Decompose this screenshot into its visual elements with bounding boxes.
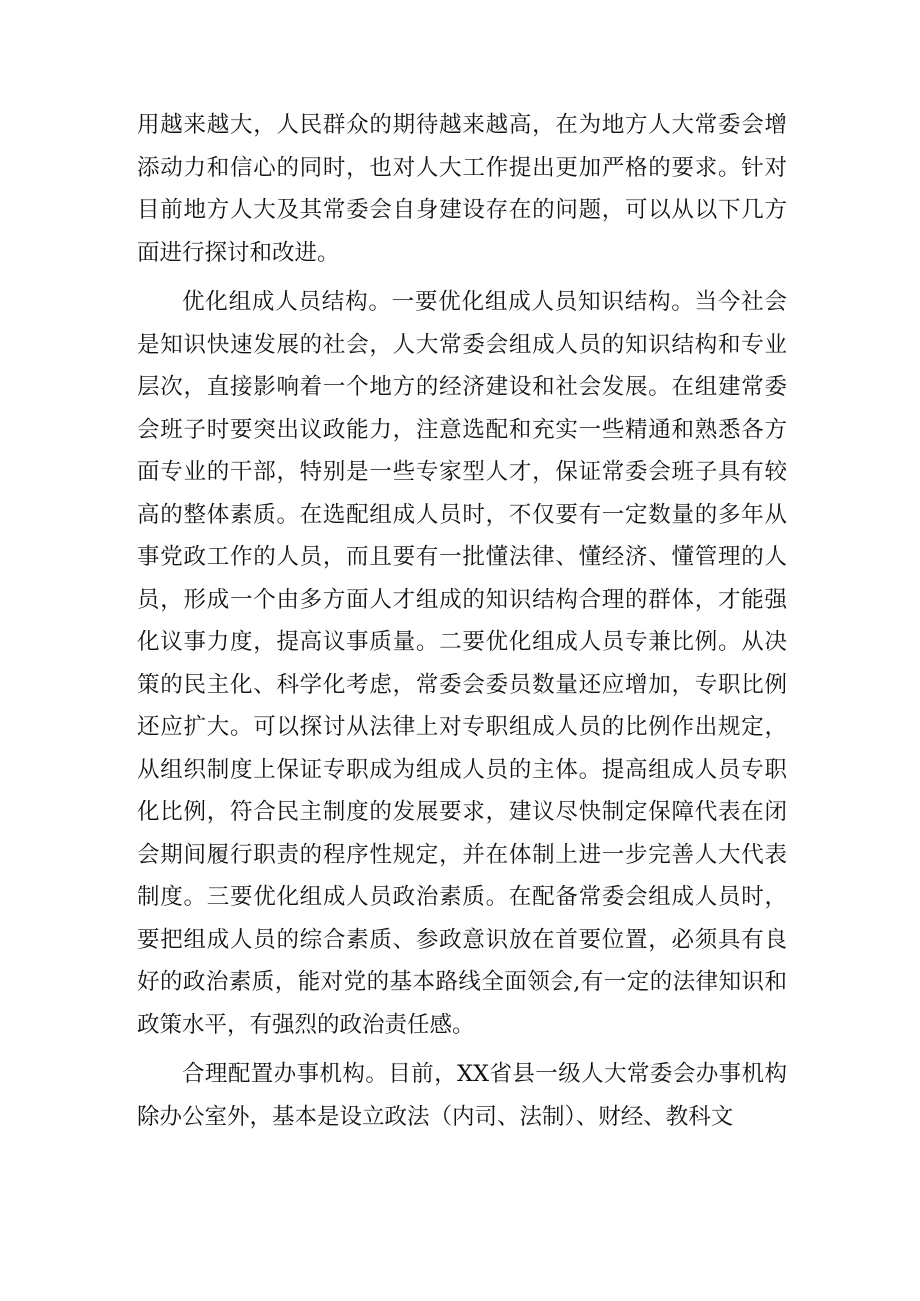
body-paragraph-office-allocation: 合理配置办事机构。目前，XX省县一级人大常委会办事机构除办公室外，基本是设立政法（内司、法制）、财经、教科文 [137, 1061, 787, 1130]
body-paragraph-staff-structure: 优化组成人员结构。一要优化组成人员知识结构。当今社会是知识快速发展的社会，人大常委会组成人员的知识结构和专业层次，直接影响着一个地方的经济建设和社会发展。在组建常委会班子时要突出议政能力，注意选配和充实一些精通和熟悉各方面专业的干部，特别是一些专家型人才，保证常委会班子具有较高的整体素质。在选配组成人员时，不仅要有一定数量的多年从事党政工作的人员，而且要有一批懂法律、懂经济、懂管理的人员，形成一个由多方面人才组成的知识结构合理的群体，才能强化议事力度，提高议事质量。二要优化组成人员专兼比例。从决策的民主化、科学化考虑，常委会委员数量还应增加，专职比例还应扩大。可以探讨从法律上对专职组成人员的比例作出规定，从组织制度上保证专职成为组成人员的主体。提高组成人员专职化比例，符合民主制度的发展要求，建议尽快制定保障代表在闭会期间履行职责的程序性规定，并在体制上进一步完善人大代表制度。三要优化组成人员政治素质。在配备常委会组成人员时，要把组成人员的综合素质、参政意识放在首要位置，必须具有良好的政治素质，能对党的基本路线全面领会,有一定的法律知识和政策水平，有强烈的政治责任感。 [137, 289, 787, 1038]
body-paragraph-continuation: 用越来越大，人民群众的期待越来越高，在为地方人大常委会增添动力和信心的同时，也对人大工作提出更加严格的要求。针对目前地方人大及其常委会自身建设存在的问题，可以从以下几方面进行探讨和改进。 [137, 112, 787, 266]
document-page [137, 104, 787, 1138]
